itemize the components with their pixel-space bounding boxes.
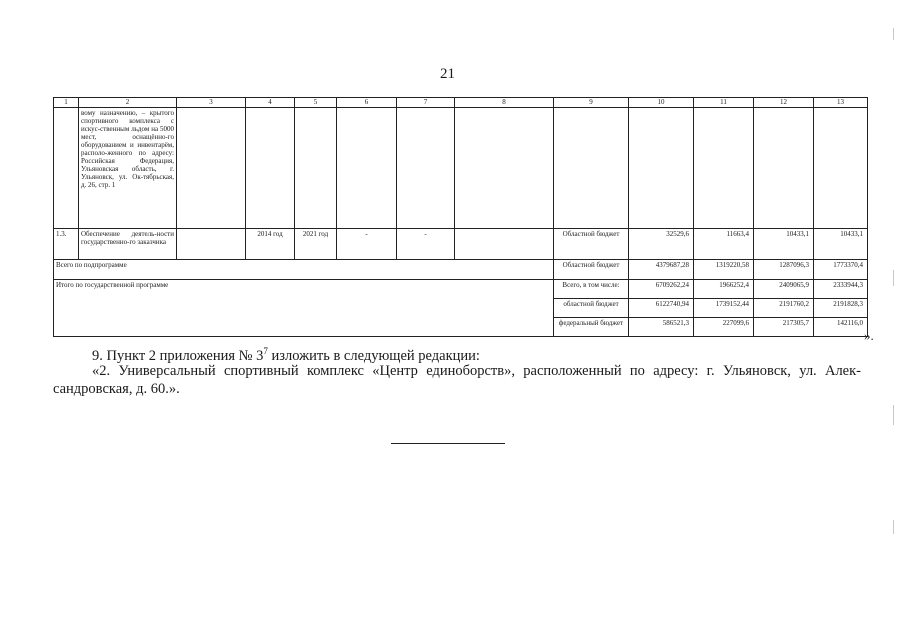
header-cell: 11 (694, 98, 754, 108)
header-cell: 10 (629, 98, 694, 108)
value-col13: 1773370,4 (814, 260, 868, 280)
paragraph-text: 9. Пункт 2 приложения № 3 (92, 347, 264, 364)
value-col11: 1739152,44 (694, 299, 754, 318)
funding-source: Областной бюджет (554, 260, 629, 280)
value-col11: 227099,6 (694, 318, 754, 337)
value-col11: 1966252,4 (694, 280, 754, 299)
paragraph-text: изложить в следующей редакции: (267, 347, 480, 364)
value-col11: 1319220,58 (694, 260, 754, 280)
page-number: 21 (440, 66, 455, 82)
header-cell: 3 (177, 98, 246, 108)
header-cell: 7 (397, 98, 455, 108)
item-description: Обеспечение деятель-ности государственно-го заказчика (79, 229, 177, 260)
scan-edge-mark (893, 28, 894, 40)
value-col13: 2333944,3 (814, 280, 868, 299)
value-col12: 10433,1 (754, 229, 814, 260)
horizontal-rule (391, 443, 505, 444)
row-label: Всего по подпрограмме (54, 260, 554, 280)
scan-edge-mark (893, 520, 894, 534)
value-col10: 6709262,24 (629, 280, 694, 299)
item-description: вому назначению, – крытого спортивного комплекса с искус-ственным льдом на 5000 мест, оснащённо-го оборудованием и инвентарём, располо-женного по адресу: Российская Федерация, Ульяновская область, г. Ульяновск, ул. Ок-тябрьская, д. 26, стр. 1 (79, 108, 177, 229)
value-col13: 142116,0 (814, 318, 868, 337)
row-number: 1.3. (54, 229, 79, 260)
header-cell: 12 (754, 98, 814, 108)
header-cell: 13 (814, 98, 868, 108)
value-col12: 217305,7 (754, 318, 814, 337)
value-col10: 586521,3 (629, 318, 694, 337)
table-row-program-total (54, 280, 868, 299)
value-col12: 2191760,2 (754, 299, 814, 318)
header-cell: 8 (455, 98, 554, 108)
value-col10: 6122740,94 (629, 299, 694, 318)
value-col12: 1287096,3 (754, 260, 814, 280)
col6-value: - (337, 229, 397, 260)
funding-source: Всего, в том числе: (554, 280, 629, 299)
value-col10: 32529,6 (629, 229, 694, 260)
header-cell: 9 (554, 98, 629, 108)
closing-quote: ». (864, 328, 874, 343)
col7-value: - (397, 229, 455, 260)
header-cell: 1 (54, 98, 79, 108)
row-label: Итого по государственной программе (54, 280, 554, 337)
funding-source: федеральный бюджет (554, 318, 629, 337)
header-cell: 5 (295, 98, 337, 108)
funding-source: Областной бюджет (554, 229, 629, 260)
header-cell: 4 (246, 98, 295, 108)
value-col13: 10433,1 (814, 229, 868, 260)
table-row-subprogram-total (54, 260, 868, 280)
start-year: 2014 год (246, 229, 295, 260)
scan-edge-mark (893, 270, 894, 286)
budget-table (53, 97, 868, 337)
end-year: 2021 год (295, 229, 337, 260)
funding-source: областной бюджет (554, 299, 629, 318)
superscript: 7 (263, 346, 268, 356)
header-cell: 6 (337, 98, 397, 108)
header-cell: 2 (79, 98, 177, 108)
table-row-1-3 (54, 229, 868, 260)
value-col12: 2409065,9 (754, 280, 814, 299)
value-col10: 4379687,28 (629, 260, 694, 280)
value-col11: 11663,4 (694, 229, 754, 260)
table-row-continuation (54, 108, 868, 229)
scan-edge-mark (893, 405, 894, 425)
value-col13: 2191828,3 (814, 299, 868, 318)
table-header-row (54, 98, 868, 108)
paragraph-quote: «2. Универсальный спортивный комплекс «Центр единоборств», расположенный по адресу: г. Ульяновск, ул. Алек-сандровская, д. 60.». (53, 363, 861, 397)
